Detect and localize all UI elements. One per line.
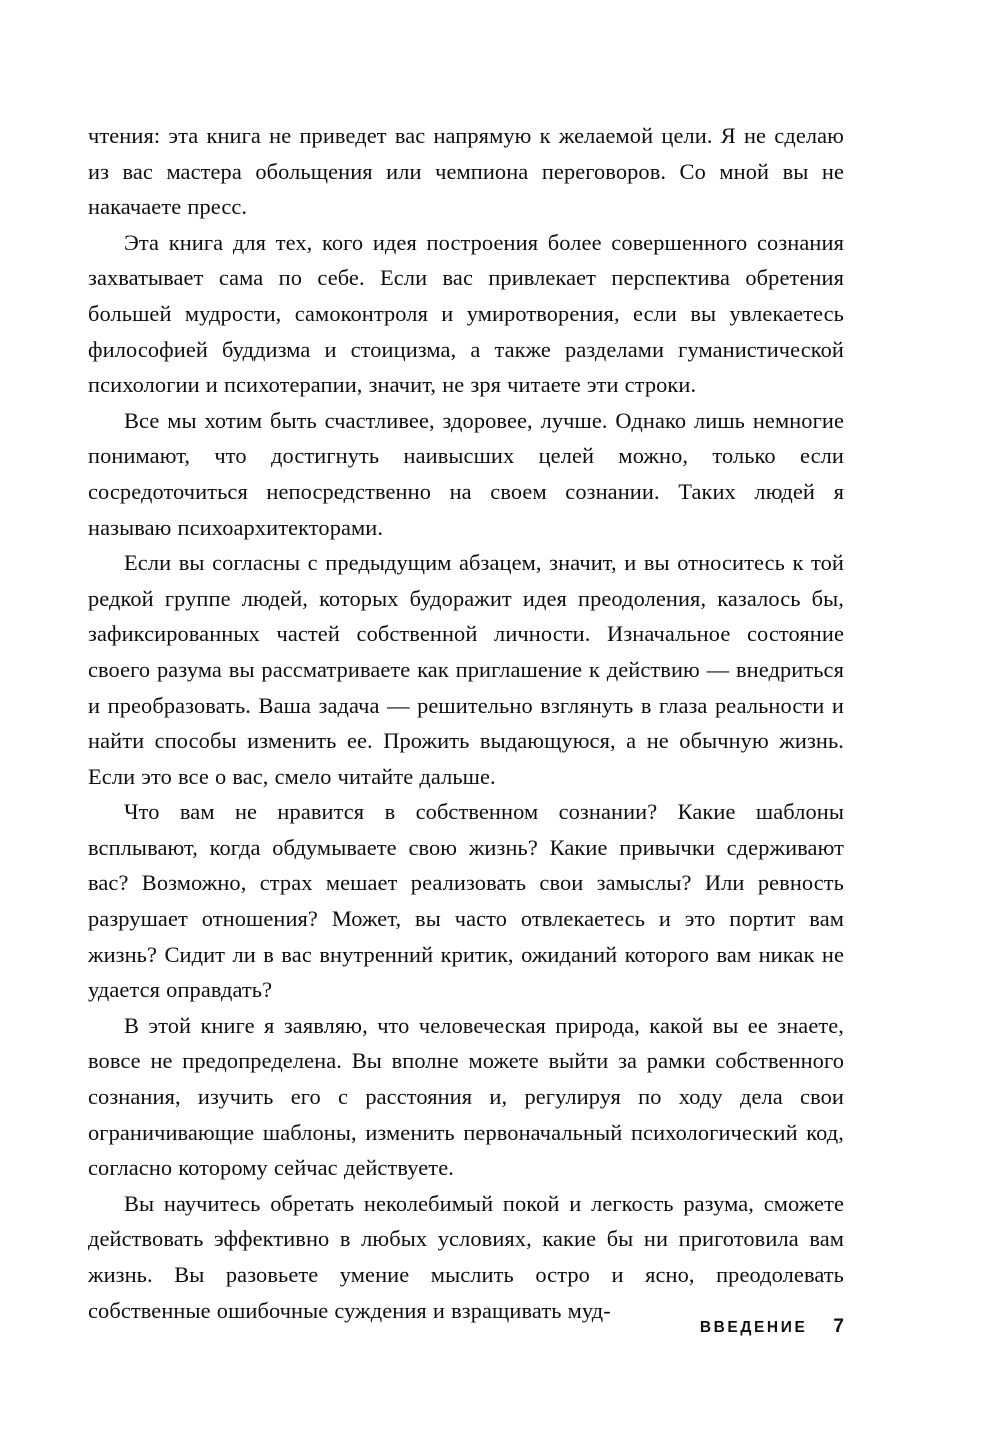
paragraph: Что вам не нравится в собственном сознании? Какие шаблоны всплывают, когда обдумываете свою жизнь? Какие привычки сдерживают вас? Возможно, страх мешает реализовать свои замыслы? Или ревность разрушает отношения? Может, вы часто отвлекаетесь и это портит вам жизнь? Сидит ли в вас внутренний критик, ожиданий которого вам никак не удается оправдать?: [88, 799, 844, 1003]
paragraph: В этой книге я заявляю, что человеческая природа, какой вы ее знаете, вовсе не предопределена. Вы вполне можете выйти за рамки собственного сознания, изучить его с расстояния и, регулируя по ходу дела свои ограничивающие шаблоны, изменить первоначальный психологический код, согласно которому сейчас действуете.: [88, 1012, 844, 1181]
paragraph: Эта книга для тех, кого идея построения более совершенного сознания захватывает сама по себе. Если вас привлекает перспектива обретения большей мудрости, самоконтроля и умиротворения, если вы увлекаетесь философией буддизма и стоицизма, а также разделами гуманистической психологии и психотерапии, значит, не зря читаете эти строки.: [88, 229, 844, 398]
page-footer: [88, 1316, 844, 1338]
paragraph: Если вы согласны с предыдущим абзацем, значит, и вы относитесь к той редкой группе людей, которых будоражит идея преодоления, казалось бы, зафиксированных частей собственной личности. Изначальное состояние своего разума вы рассматриваете как приглашение к действию — внедриться и преобразовать. Ваша задача — решительно взглянуть в глаза реальности и найти способы изменить ее. Прожить выдающуюся, а не обычную жизнь. Если это все о вас, смело читайте дальше.: [88, 550, 844, 789]
paragraph: Вы научитесь обретать неколебимый покой и легкость разума, сможете действовать эффективно в любых условиях, какие бы ни приготовила вам жизнь. Вы разовьете умение мыслить остро и ясно, преодолевать собственные ошибочные суждения и взращивать муд-: [88, 1190, 844, 1323]
footer-section-label: ВВЕДЕНИЕ: [699, 1319, 808, 1336]
page-text-column: [88, 118, 844, 1328]
page-number: 7: [833, 1316, 844, 1337]
paragraph: Все мы хотим быть счастливее, здоровее, лучше. Однако лишь немногие понимают, что достигнуть наивысших целей можно, только если сосредоточиться непосредственно на своем сознании. Таких людей я называю психоархитекторами.: [88, 407, 844, 540]
paragraph: чтения: эта книга не приведет вас напрямую к желаемой цели. Я не сделаю из вас мастера обольщения или чемпиона переговоров. Со мной вы не накачаете пресс.: [88, 123, 844, 220]
